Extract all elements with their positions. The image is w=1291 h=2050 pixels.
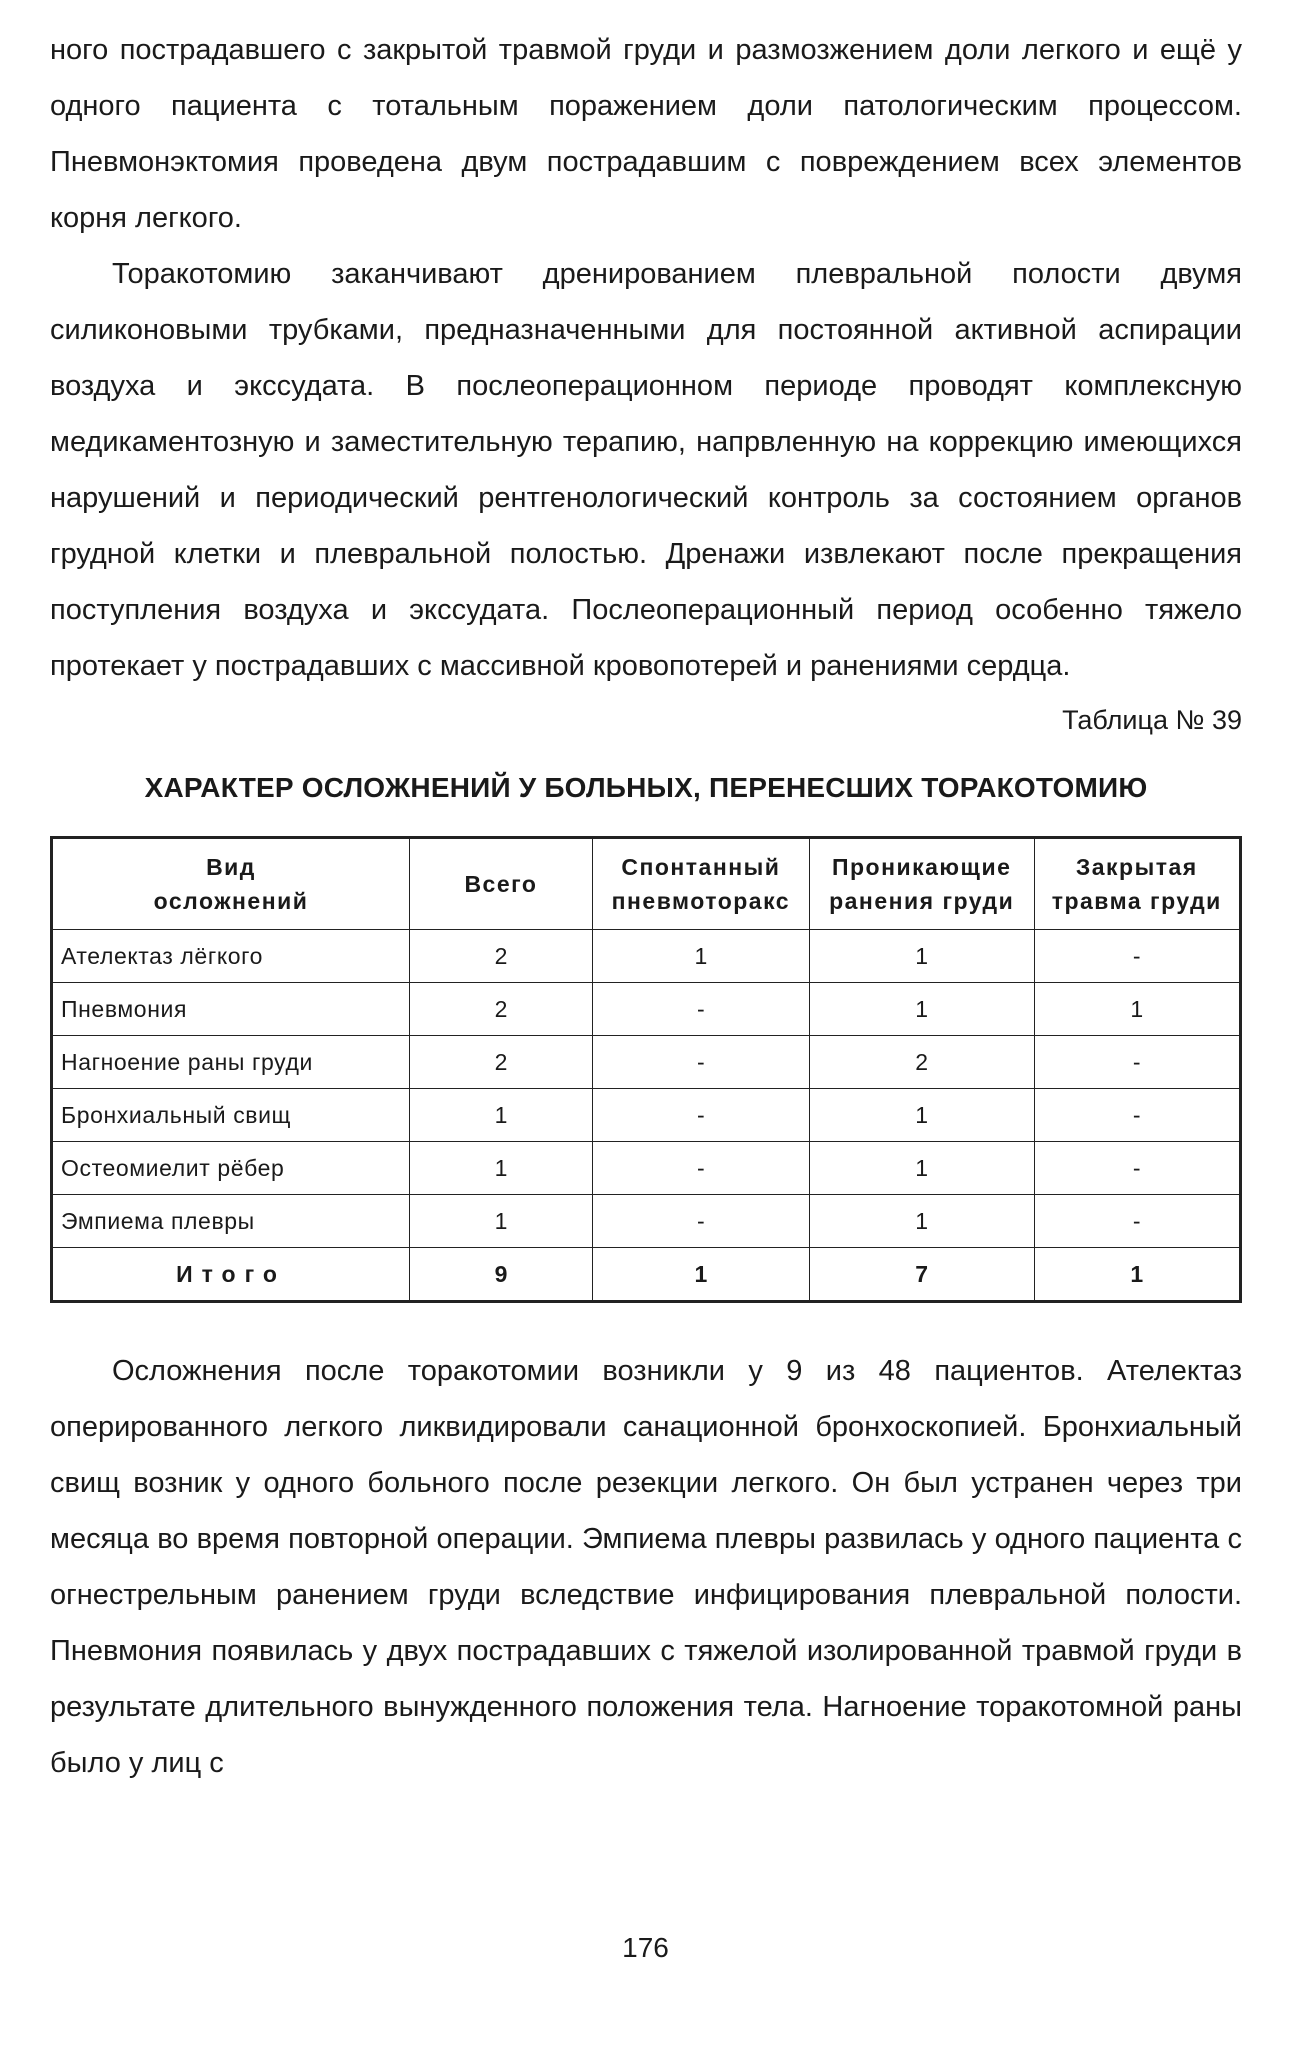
complications-table — [50, 836, 1242, 1303]
table-row — [52, 930, 1241, 983]
cell-total: 1 — [410, 1195, 593, 1248]
table-row — [52, 983, 1241, 1036]
row-label: Бронхиальный свищ — [52, 1089, 410, 1142]
row-label: Эмпиема плевры — [52, 1195, 410, 1248]
total-all: 9 — [410, 1248, 593, 1302]
cell-closed: - — [1034, 1195, 1240, 1248]
header-penetrating-wounds: Проникающие ранения груди — [809, 838, 1034, 930]
cell-penetrating: 1 — [809, 930, 1034, 983]
cell-spontaneous: - — [592, 1142, 809, 1195]
cell-total: 2 — [410, 983, 593, 1036]
cell-spontaneous: - — [592, 983, 809, 1036]
header-complication-type: Вид осложнений — [52, 838, 410, 930]
total-closed: 1 — [1034, 1248, 1240, 1302]
cell-spontaneous: - — [592, 1195, 809, 1248]
paragraph-continuation: ного пострадавшего с закрытой травмой груди и размозжением доли легкого и ещё у одного пациента с тотальным поражением доли патологическим процессом. Пневмонэктомия проведена двум пострадавшим с повреждением всех элементов корня легкого. — [50, 34, 1242, 234]
table-row — [52, 1036, 1241, 1089]
paragraph-thoracotomy-drainage: Торакотомию заканчивают дренированием плевральной полости двумя силиконовыми трубками, предназначенными для постоянной активной аспирации воздуха и экссудата. В послеоперационном периоде проводят комплексную медикаментозную и заместительную терапию, напрвленную на коррекцию имеющихся нарушений и периодический рентгенологический контроль за состоянием органов грудной клетки и плевральной полостью. Дренажи извлекают после прекращения поступления воздуха и экссудата. Послеоперационный период особенно тяжело протекает у пострадавших с массивной кровопотерей и ранениями сердца. — [50, 258, 1242, 682]
cell-closed: - — [1034, 930, 1240, 983]
cell-total: 2 — [410, 930, 593, 983]
cell-spontaneous: 1 — [592, 930, 809, 983]
table-row — [52, 1142, 1241, 1195]
row-label: Ателектаз лёгкого — [52, 930, 410, 983]
cell-closed: 1 — [1034, 983, 1240, 1036]
table-row — [52, 1195, 1241, 1248]
row-label: Пневмония — [52, 983, 410, 1036]
cell-penetrating: 2 — [809, 1036, 1034, 1089]
cell-spontaneous: - — [592, 1036, 809, 1089]
total-penetrating: 7 — [809, 1248, 1034, 1302]
row-label: Нагноение раны груди — [52, 1036, 410, 1089]
total-label: Итого — [52, 1248, 410, 1302]
header-closed-trauma: Закрытая травма груди — [1034, 838, 1240, 930]
total-spontaneous: 1 — [592, 1248, 809, 1302]
table-number: Таблица № 39 — [1062, 705, 1242, 735]
table-row — [52, 1089, 1241, 1142]
page-number: 176 — [622, 1932, 669, 1963]
table-total-row — [52, 1248, 1241, 1302]
cell-penetrating: 1 — [809, 1142, 1034, 1195]
document-page — [50, 22, 1242, 1791]
header-spontaneous-pneumothorax: Спонтанный пневмоторакс — [592, 838, 809, 930]
cell-closed: - — [1034, 1142, 1240, 1195]
table-header-row — [52, 838, 1241, 930]
cell-penetrating: 1 — [809, 1195, 1034, 1248]
cell-spontaneous: - — [592, 1089, 809, 1142]
row-label: Остеомиелит рёбер — [52, 1142, 410, 1195]
cell-closed: - — [1034, 1089, 1240, 1142]
cell-closed: - — [1034, 1036, 1240, 1089]
cell-penetrating: 1 — [809, 1089, 1034, 1142]
cell-total: 1 — [410, 1089, 593, 1142]
paragraph-complications-summary: Осложнения после торакотомии возникли у 9 из 48 пациентов. Ателектаз оперированного легкого ликвидировали санационной бронхоскопией. Бронхиальный свищ возник у одного больного после резекции легкого. Он был устранен через три месяца во время повторной операции. Эмпиема плевры развилась у одного пациента с огнестрельным ранением груди вследствие инфицирования плевральной полости. Пневмония появилась у двух пострадавших с тяжелой изолированной травмой груди в результате длительного вынужденного положения тела. Нагноение торакотомной раны было у лиц с — [50, 1355, 1242, 1779]
header-total: Всего — [410, 838, 593, 930]
cell-total: 2 — [410, 1036, 593, 1089]
cell-penetrating: 1 — [809, 983, 1034, 1036]
cell-total: 1 — [410, 1142, 593, 1195]
table-title: ХАРАКТЕР ОСЛОЖНЕНИЙ У БОЛЬНЫХ, ПЕРЕНЕСШИХ ТОРАКОТОМИЮ — [144, 772, 1148, 803]
